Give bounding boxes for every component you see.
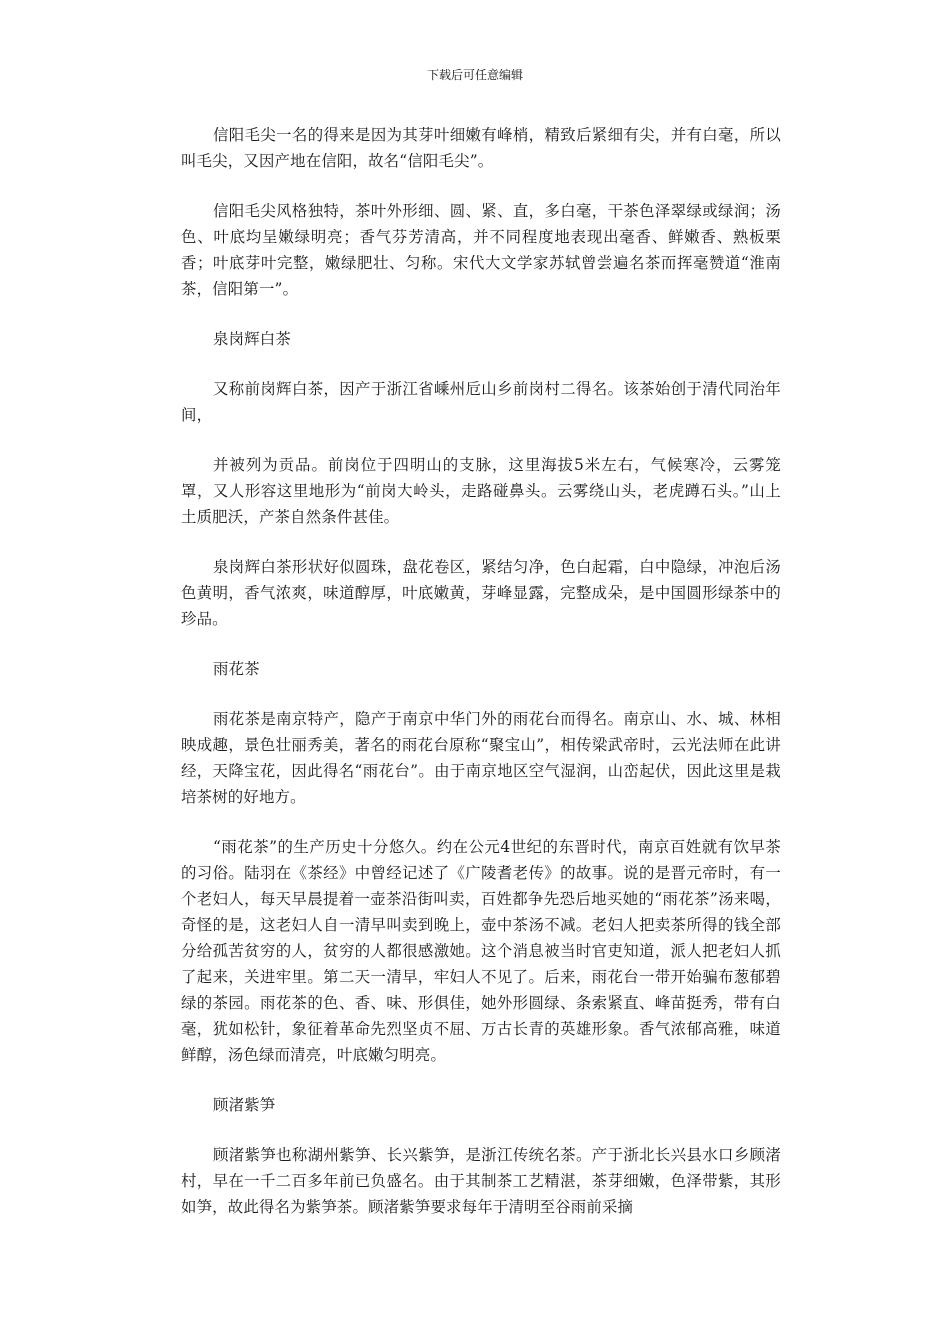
document-body (181, 122, 781, 1244)
section-heading-yuhua: 雨花茶 (213, 660, 260, 678)
page-header: 下载后可任意编辑 (426, 68, 523, 82)
paragraph-quangang-location: 并被列为贡品。前岗位于四明山的支脉，这里海拔5米左右，气候寒冷，云雾笼罩，又人形容这里地形为“前岗大岭头，走路碰鼻头。云雾绕山头，老虎蹲石头。”山上土质肥沃，产茶自然条件甚佳。 (181, 456, 781, 526)
paragraph-yuhua-origin: 雨花茶是南京特产，隐产于南京中华门外的雨花台而得名。南京山、水、城、林相映成趣，景色壮丽秀美，著名的雨花台原称“聚宝山”，相传梁武帝时，云光法师在此讲经，天降宝花，因此得名“雨花台”。由于南京地区空气湿润，山峦起伏，因此这里是栽培茶树的好地方。 (181, 710, 781, 806)
paragraph-quangang-appearance: 泉岗辉白茶形状好似圆珠，盘花卷区，紧结匀净，色白起霜，白中隐绿，冲泡后汤色黄明，香气浓爽，味道醇厚，叶底嫩黄，芽峰显露，完整成朵，是中国圆形绿茶中的珍品。 (181, 558, 781, 628)
paragraph-xinyang-characteristics: 信阳毛尖风格独特，茶叶外形细、圆、紧、直，多白毫，干茶色泽翠绿或绿润；汤色、叶底均呈嫩绿明亮；香气芬芳清高，并不同程度地表现出毫香、鲜嫩香、熟板栗香；叶底芽叶完整，嫩绿肥壮、匀称。宋代大文学家苏轼曾尝遍名茶而挥毫赞道“淮南茶，信阳第一”。 (181, 202, 781, 298)
paragraph-guzhu-intro: 顾渚紫笋也称湖州紫笋、长兴紫笋，是浙江传统名茶。产于浙北长兴县水口乡顾渚村，早在一千二百多年前已负盛名。由于其制茶工艺精湛，茶芽细嫩，色泽带紫，其形如笋，故此得名为紫笋茶。顾渚紫笋要求每年于清明至谷雨前采摘 (181, 1146, 781, 1216)
paragraph-quangang-origin: 又称前岗辉白茶，因产于浙江省嵊州卮山乡前岗村二得名。该茶始创于清代同治年间， (181, 380, 781, 424)
section-heading-quangang: 泉岗辉白茶 (213, 330, 291, 348)
section-heading-guzhu: 顾渚紫笋 (213, 1096, 276, 1114)
paragraph-xinyang-name-origin: 信阳毛尖一名的得来是因为其芽叶细嫩有峰梢，精致后紧细有尖，并有白毫，所以叫毛尖，又因产地在信阳，故名“信阳毛尖”。 (181, 126, 781, 170)
paragraph-yuhua-history: “雨花茶”的生产历史十分悠久。约在公元4世纪的东晋时代，南京百姓就有饮早茶的习俗。陆羽在《茶经》中曾经记述了《广陵耆老传》的故事。说的是晋元帝时，有一个老妇人，每天早晨提着一壶茶沿街叫卖，百姓都争先恐后地买她的“雨花茶”汤来喝，奇怪的是，这老妇人自一清早叫卖到晚上，壶中茶汤不减。老妇人把卖茶所得的钱全部分给孤苦贫穷的人，贫穷的人都很感激她。这个消息被当时官吏知道，派人把老妇人抓了起来，关进牢里。第二天一清早，牢妇人不见了。后来，雨花台一带开始骗布葱郁碧绿的茶园。雨花茶的色、香、味、形俱佳，她外形圆绿、条索紧直、峰苗挺秀，带有白毫，犹如松针，象征着革命先烈坚贞不屈、万古长青的英雄形象。香气浓郁高雅，味道鲜醇，汤色绿而清亮，叶底嫩匀明亮。 (181, 838, 781, 1064)
